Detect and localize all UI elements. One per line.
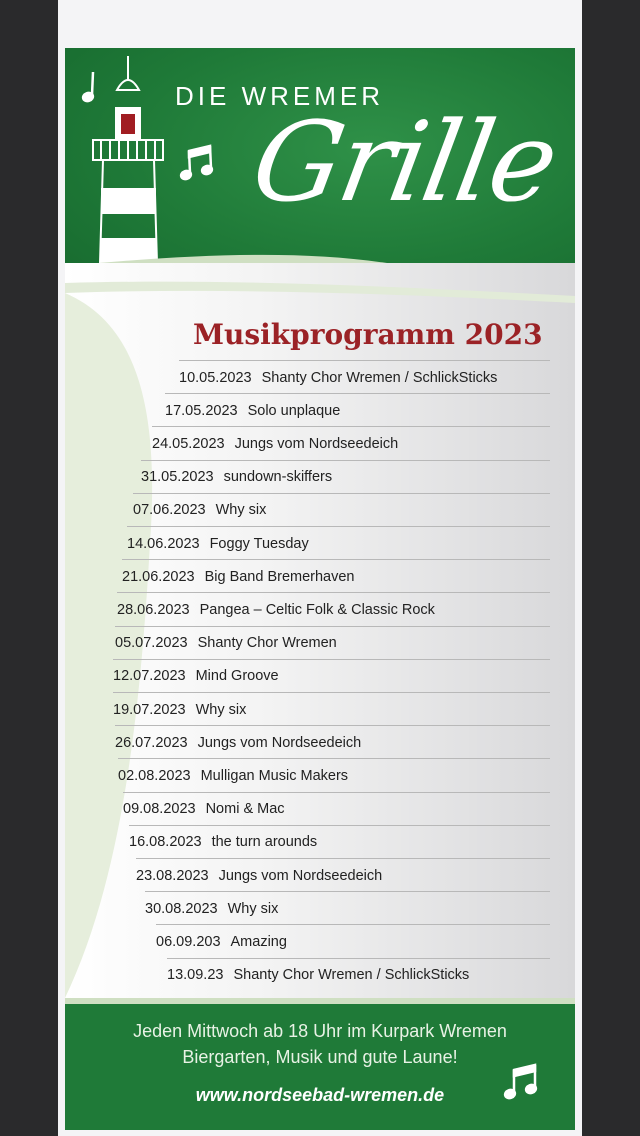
- event-date: 12.07.2023: [113, 668, 186, 685]
- event-row: [152, 426, 550, 460]
- event-row: [115, 626, 550, 660]
- event-act: Mulligan Music Makers: [200, 767, 349, 784]
- double-music-note-icon: [501, 1062, 541, 1102]
- event-act: Amazing: [230, 933, 287, 950]
- event-date: 24.05.2023: [152, 435, 225, 452]
- lighthouse-icon: [93, 56, 163, 263]
- event-act: Big Band Bremerhaven: [204, 568, 355, 585]
- poster-footer: [65, 998, 575, 1130]
- event-act: Pangea – Celtic Folk & Classic Rock: [199, 601, 435, 618]
- event-row: [113, 659, 550, 693]
- event-act: Mind Groove: [195, 668, 279, 685]
- event-act: Jungs vom Nordseedeich: [218, 867, 383, 884]
- event-date: 30.08.2023: [145, 900, 218, 917]
- poster-title: Grille: [243, 98, 566, 226]
- event-row: [127, 526, 550, 560]
- event-date: 09.08.2023: [123, 801, 196, 818]
- event-act: Shanty Chor Wremen / SchlickSticks: [233, 967, 470, 984]
- event-row: [115, 725, 550, 759]
- event-act: Solo unplaque: [247, 402, 341, 419]
- music-note-icon: [82, 72, 94, 102]
- event-date: 17.05.2023: [165, 402, 238, 419]
- event-act: Jungs vom Nordseedeich: [234, 435, 399, 452]
- event-date: 19.07.2023: [113, 701, 186, 718]
- event-row: [122, 559, 550, 593]
- event-date: 31.05.2023: [141, 469, 214, 486]
- event-date: 06.09.203: [156, 933, 221, 950]
- event-act: Nomi & Mac: [205, 801, 285, 818]
- double-music-note-icon: [180, 146, 213, 180]
- event-act: sundown-skiffers: [223, 469, 333, 486]
- event-act: Foggy Tuesday: [209, 535, 309, 552]
- event-act: Why six: [227, 900, 279, 917]
- event-row: [129, 825, 550, 859]
- event-date: 14.06.2023: [127, 535, 200, 552]
- event-row: [179, 360, 550, 394]
- event-act: the turn arounds: [211, 834, 318, 851]
- poster-subtitle: DIE WREMER: [175, 81, 384, 111]
- event-date: 16.08.2023: [129, 834, 202, 851]
- event-row: [145, 891, 550, 925]
- event-act: Why six: [195, 701, 247, 718]
- event-date: 10.05.2023: [179, 369, 252, 386]
- event-act: Jungs vom Nordseedeich: [197, 734, 362, 751]
- event-row: [123, 792, 550, 826]
- event-row: [117, 592, 550, 626]
- event-date: 05.07.2023: [115, 635, 188, 652]
- event-date: 13.09.23: [167, 967, 224, 984]
- footer-divider: [65, 998, 575, 1004]
- event-date: 28.06.2023: [117, 601, 190, 618]
- event-row: [118, 758, 550, 792]
- event-row: [113, 692, 550, 726]
- program-heading: Musikprogramm 2023: [193, 318, 543, 351]
- event-act: Shanty Chor Wremen: [197, 635, 337, 652]
- event-row: [141, 460, 550, 494]
- event-date: 21.06.2023: [122, 568, 195, 585]
- event-date: 07.06.2023: [133, 502, 206, 519]
- event-row: [133, 493, 550, 527]
- event-row: [136, 858, 550, 892]
- footer-tagline: Biergarten, Musik und gute Laune!: [182, 1047, 458, 1067]
- event-row: [165, 393, 550, 427]
- event-act: Shanty Chor Wremen / SchlickSticks: [261, 369, 498, 386]
- event-date: 23.08.2023: [136, 867, 209, 884]
- event-poster: [65, 48, 575, 1130]
- event-date: 26.07.2023: [115, 734, 188, 751]
- event-date: 02.08.2023: [118, 767, 191, 784]
- event-row: [156, 924, 550, 958]
- event-act: Why six: [215, 502, 267, 519]
- website-link[interactable]: www.nordseebad-wremen.de: [195, 1085, 445, 1105]
- poster-header: [65, 48, 575, 298]
- footer-schedule-text: Jeden Mittwoch ab 18 Uhr im Kurpark Wremen: [133, 1021, 507, 1041]
- event-row: [167, 958, 550, 992]
